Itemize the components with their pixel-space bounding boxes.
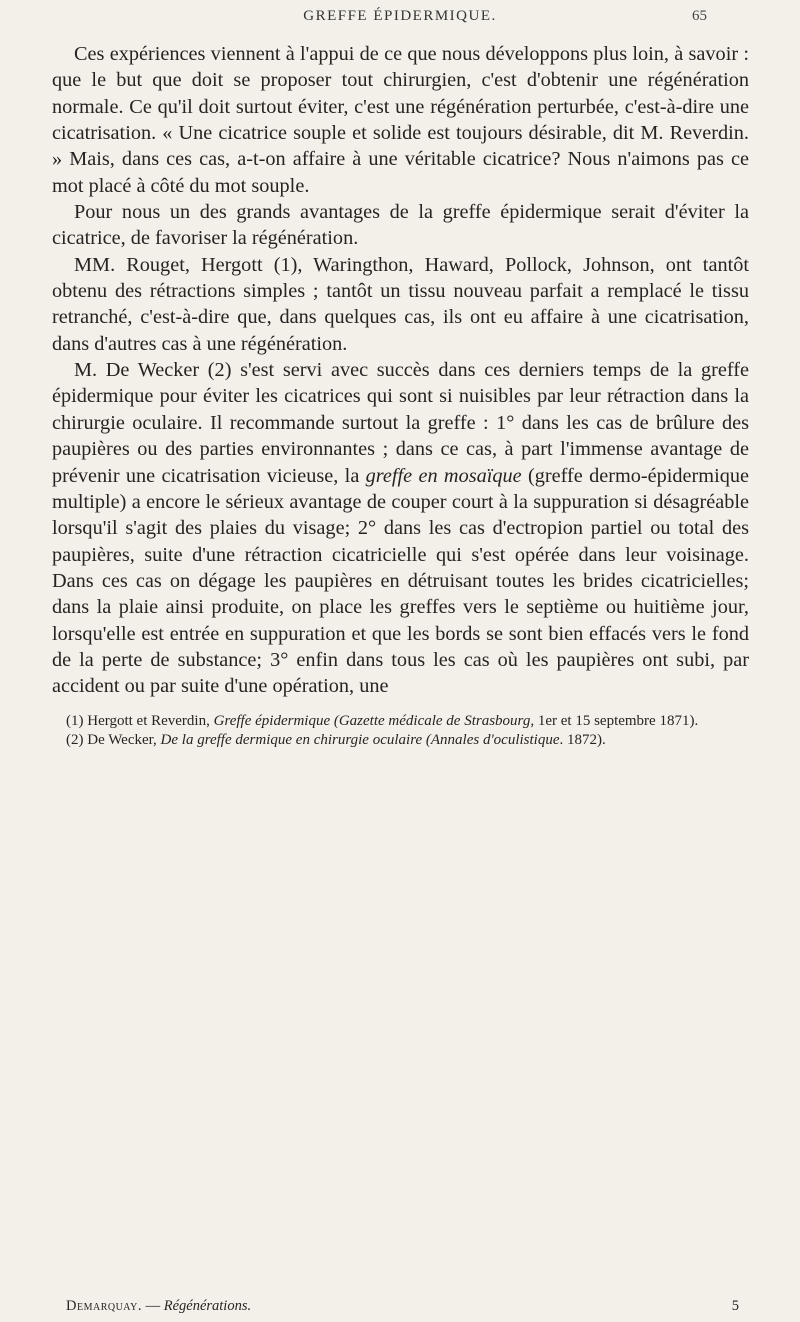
signature-mark: 5: [731, 1298, 739, 1314]
body-text: [52, 41, 749, 700]
footnotes: [52, 712, 749, 749]
footnote-2: [52, 731, 749, 750]
footnote-1-title: Greffe épidermique (Gazette médicale de Strasbourg: [213, 713, 531, 729]
footer-work: Régénérations.: [163, 1298, 252, 1314]
footnote-1-date: , 1er et 15 septembre 1871).: [530, 713, 699, 729]
page-number: 65: [692, 8, 707, 24]
footnote-2-title: De la greffe dermique en chirurgie oculaire (Annales d'oculistique: [160, 731, 560, 748]
footer-separator: —: [141, 1298, 164, 1314]
footnote-1: [52, 712, 749, 731]
footnote-2-text: (2) De Wecker,: [66, 731, 161, 748]
footer-author: Demarquay.: [66, 1298, 142, 1314]
footnote-2-date: . 1872).: [559, 731, 606, 748]
paragraph-3: MM. Rouget, Hergott (1), Waringthon, Haward, Pollock, Johnson, ont tantôt obtenu des rétractions simples ; tantôt un tissu nouveau parfait a remplacé le tissu retranché, c'est-à-dire que, dans quelques cas, ils ont eu affaire à une cicatrisation, dans d'autres cas à une régénération.: [52, 253, 749, 355]
paragraph-1: Ces expériences viennent à l'appui de ce que nous développons plus loin, à savoir : que le but que doit se proposer tout chirurgien, c'est d'obtenir une régénération normale. Ce qu'il doit surtout éviter, c'est une régénération perturbée, c'est-à-dire une cicatrisation. « Une cicatrice souple et solide est toujours désirable, dit M. Reverdin. » Mais, dans ces cas, a-t-on affaire à une véritable cicatrice? Nous n'aimons pas ce mot placé à côté du mot souple.: [52, 43, 749, 197]
paragraph-4-emphasis: greffe en mosaïque: [365, 464, 522, 487]
running-foot: [66, 1298, 749, 1315]
paragraph-4-text: M. De Wecker (2) s'est servi avec succès dans ces derniers temps de la greffe épidermique pour éviter les cicatrices qui sont si nuisibles par leur rétraction dans la chirurgie oculaire. Il recommande surtout la greffe : 1° dans les cas de brûlure des paupières ou des parties environnantes ; dans ce cas, à part l'immense avantage de prévenir une cicatrisation vicieuse, la: [52, 359, 749, 487]
footnote-1-text: (1) Hergott et Reverdin,: [66, 713, 214, 729]
running-title: GREFFE ÉPIDERMIQUE.: [303, 8, 497, 24]
paragraph-2: Pour nous un des grands avantages de la greffe épidermique serait d'éviter la cicatrice, de favoriser la régénération.: [52, 201, 749, 250]
paragraph-4: [52, 357, 749, 699]
running-head: [0, 8, 800, 38]
paragraph-4-text-continued: (greffe dermo-épidermique multiple) a encore le sérieux avantage de couper court à la suppuration si désagréable lorsqu'il s'agit des plaies du visage; 2° dans les cas d'ectropion partiel ou total des paupières, suite d'une rétraction cicatricielle qui s'est opérée dans leur voisinage. Dans ces cas on dégage les paupières en détruisant toutes les brides cicatricielles; dans la plaie ainsi produite, on place les greffes vers le septième ou huitième jour, lorsqu'elle est entrée en suppuration et que les bords se sont bien effacés vers le fond de la perte de substance; 3° enfin dans tous les cas où les paupières ont subi, par accident ou par suite d'une opération, une: [52, 464, 749, 698]
